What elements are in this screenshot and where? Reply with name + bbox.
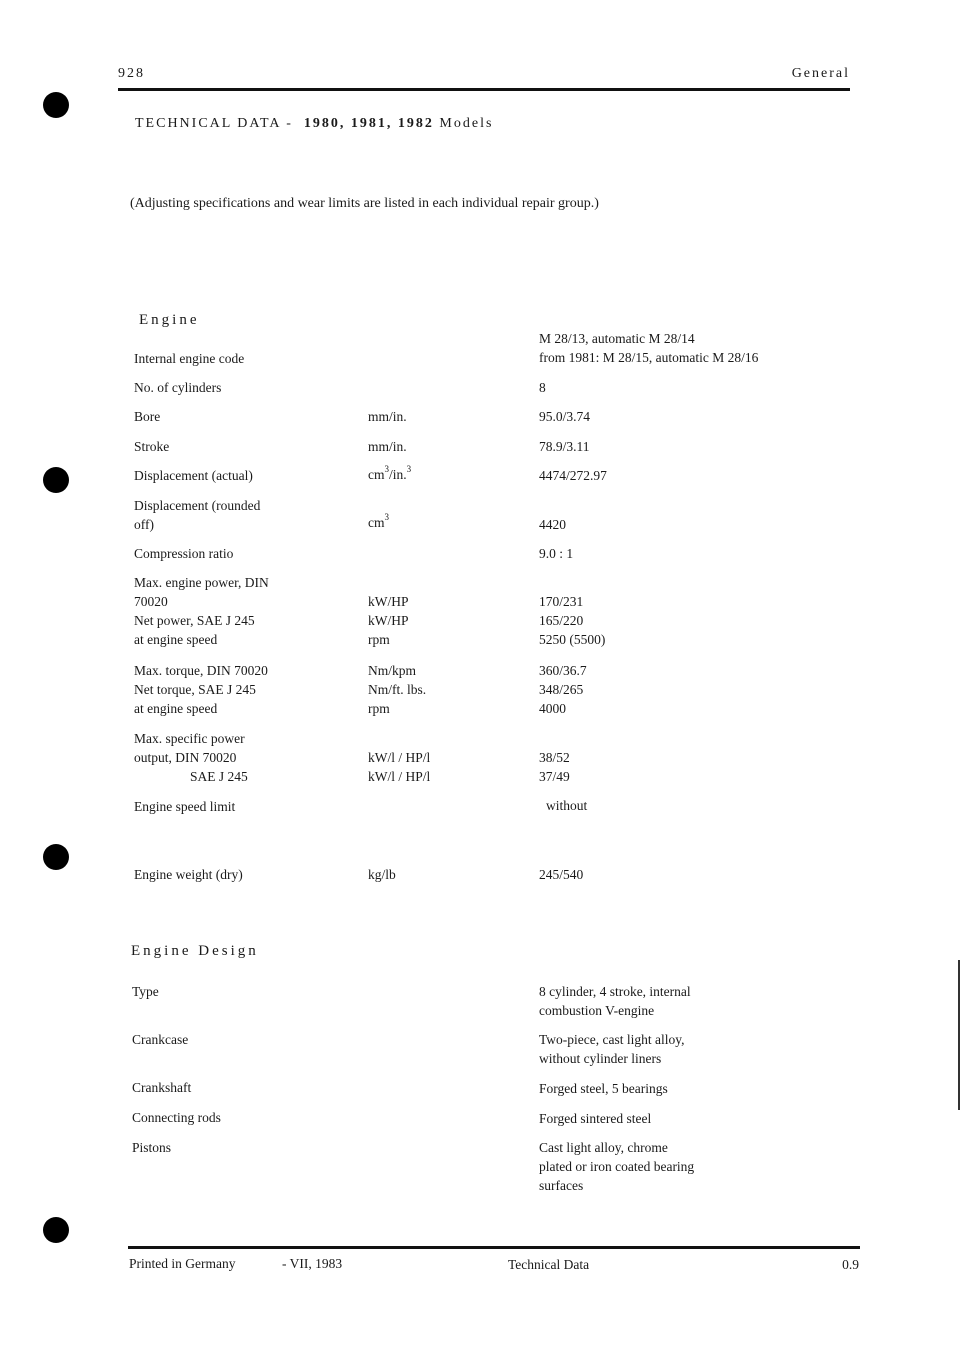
design-value: Two-piece, cast light alloy, [539,1032,685,1047]
engine-design-heading: Engine Design [131,943,259,959]
spec-label: Internal engine code [134,351,245,366]
footer-rule [128,1246,860,1249]
design-value: Forged steel, 5 bearings [539,1081,668,1096]
design-label: Connecting rods [132,1110,221,1125]
spec-unit: Nm/ft. lbs. [368,682,427,697]
spec-unit: rpm [368,632,390,647]
spec-unit: kW/HP [368,594,409,609]
spec-unit: kW/l / HP/l [368,769,431,784]
spec-value: 360/36.7 [539,663,587,678]
spec-value: 9.0 : 1 [539,546,574,561]
spec-value: 4000 [539,701,566,716]
spec-value: 37/49 [539,769,570,784]
printed-label: Printed in Germany [129,1256,236,1271]
spec-label: Bore [134,409,161,424]
spec-label: SAE J 245 [190,769,248,784]
binder-hole [43,844,69,870]
spec-label: Max. engine power, DIN [134,575,269,590]
spec-value: M 28/13, automatic M 28/14 [539,331,695,346]
spec-label: Stroke [134,439,170,454]
spec-label: off) [134,517,154,532]
spec-value: 95.0/3.74 [539,409,591,424]
spec-unit: $cm^3/in.^3$ [368,464,412,482]
spec-value: 165/220 [539,613,584,628]
engine-heading: Engine [139,312,200,328]
design-value: without cylinder liners [539,1051,662,1066]
design-value: Cast light alloy, chrome [539,1140,668,1155]
design-value: surfaces [539,1178,584,1193]
spec-unit: kW/HP [368,613,409,628]
spec-value: without [546,798,588,813]
spec-unit: $cm^3$ [368,512,389,530]
spec-unit: Nm/kpm [368,663,417,678]
spec-value: 348/265 [539,682,584,697]
spec-value: 5250 (5500) [539,632,606,647]
binder-hole [43,1217,69,1243]
spec-label: No. of cylinders [134,380,222,395]
spec-label: Engine weight (dry) [134,867,243,882]
spec-label: at engine speed [134,701,218,716]
spec-value: 170/231 [539,594,584,609]
design-label: Crankcase [132,1032,189,1047]
spec-value: 78.9/3.11 [539,439,590,454]
design-value: Forged sintered steel [539,1111,652,1126]
binder-hole [43,467,69,493]
spec-label: Engine speed limit [134,799,236,814]
footer-section-title: Technical Data [508,1257,590,1272]
spec-value: from 1981: M 28/15, automatic M 28/16 [539,350,759,365]
section-label: General [791,66,850,81]
design-label: Type [132,984,159,999]
spec-label: output, DIN 70020 [134,750,237,765]
design-value: combustion V-engine [539,1003,655,1018]
spec-label: Compression ratio [134,546,234,561]
page-number: 0.9 [842,1257,859,1272]
page-title: TECHNICAL DATA - 1980, 1981, 1982 Models [135,116,494,131]
spec-unit: rpm [368,701,390,716]
spec-value: 38/52 [539,750,570,765]
spec-value: 4420 [539,517,566,532]
spec-label: Max. specific power [134,731,245,746]
model-label: 928 [118,66,145,81]
spec-label: Max. torque, DIN 70020 [134,663,268,678]
spec-unit: mm/in. [368,439,407,454]
spec-label: Displacement (rounded [134,498,261,513]
spec-label: 70020 [134,594,168,609]
adjusting-note: (Adjusting specifications and wear limits are listed in each individual repair group.) [130,196,599,211]
spec-label: at engine speed [134,632,218,647]
spec-value: 245/540 [539,867,584,882]
spec-label: Net torque, SAE J 245 [134,682,256,697]
design-value: plated or iron coated bearing [539,1159,695,1174]
design-label: Pistons [132,1140,172,1155]
print-date: - VII, 1983 [282,1256,343,1271]
spec-value: 4474/272.97 [539,468,607,483]
binder-hole [43,92,69,118]
header-rule [118,88,850,91]
spec-unit: kW/l / HP/l [368,750,431,765]
spec-unit: mm/in. [368,409,407,424]
design-label: Crankshaft [132,1080,192,1095]
spec-value: 8 [539,380,546,395]
design-value: 8 cylinder, 4 stroke, internal [539,984,691,999]
spec-label: Net power, SAE J 245 [134,613,255,628]
spec-unit: kg/lb [368,867,396,882]
spec-label: Displacement (actual) [134,468,253,483]
